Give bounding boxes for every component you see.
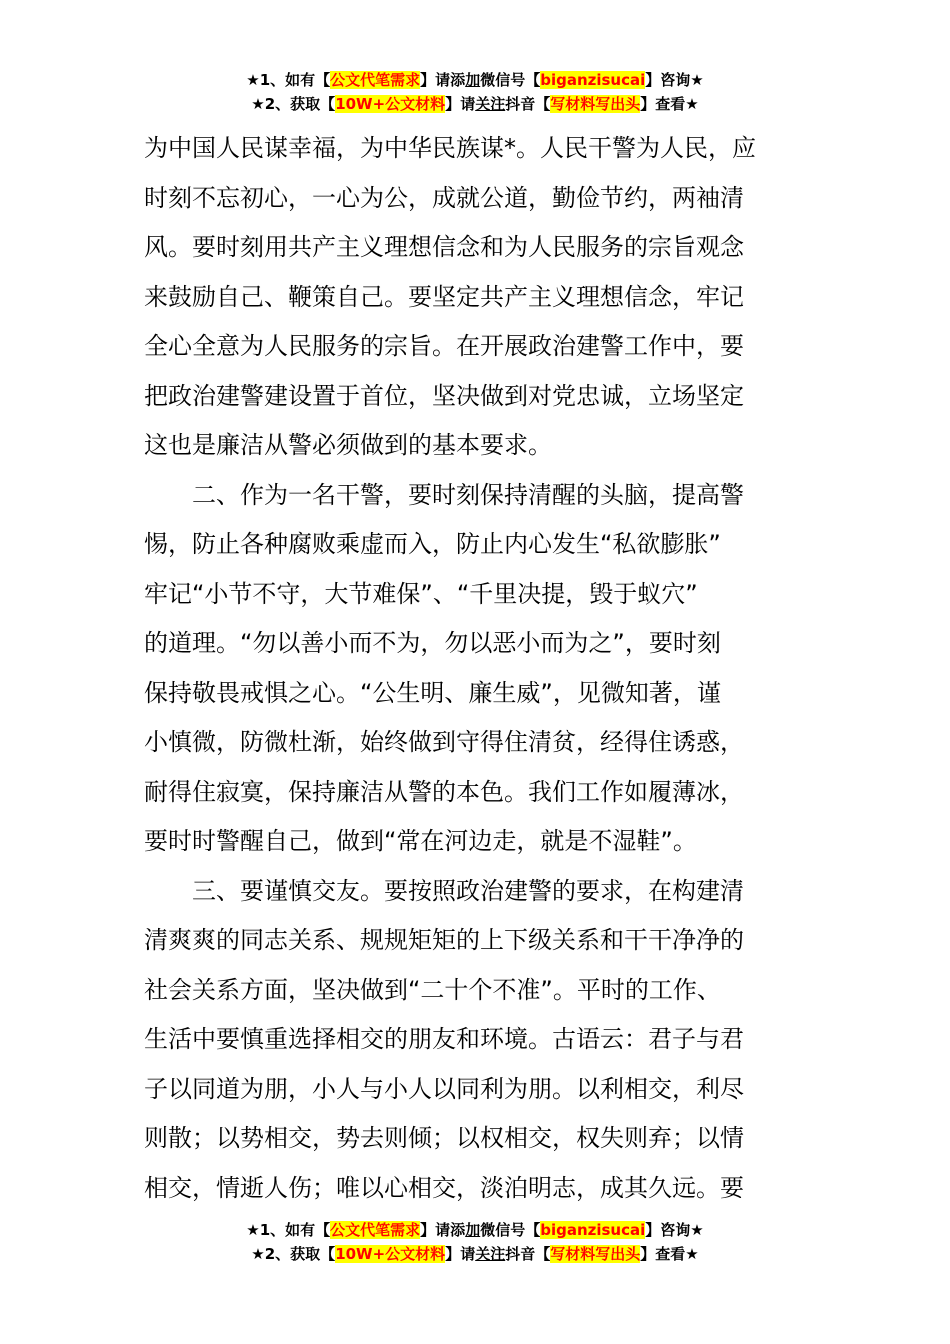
banner-line-2 — [0, 1242, 950, 1266]
banner-line-1 — [0, 68, 950, 92]
text-line: 惕，防止各种腐败乘虚而入，防止内心发生“私欲膨胀” — [144, 530, 721, 558]
banner-highlight: 10W+公文材料 — [335, 1245, 446, 1263]
banner-highlight: 公文代笔需求 — [330, 71, 421, 89]
paragraph-1 — [144, 124, 810, 471]
banner-line-2 — [0, 92, 950, 116]
text-line: 把政治建警建设置于首位，坚决做到对党忠诚，立场坚定 — [144, 381, 744, 410]
banner-text: 微信号【 — [480, 71, 541, 89]
banner-highlight: 写材料写出头 — [550, 1245, 641, 1263]
banner-text: 】请 — [445, 1245, 476, 1263]
text-line: 二、作为一名干警，要时刻保持清醒的头脑，提高警 — [192, 480, 744, 509]
banner-highlight: 写材料写出头 — [550, 95, 641, 113]
banner-text: 抖音【 — [505, 95, 551, 113]
banner-text: 抖音【 — [505, 1245, 551, 1263]
banner-text: 】请 — [445, 95, 476, 113]
banner-underline: 关注 — [475, 1245, 506, 1263]
text-line: 时刻不忘初心，一心为公，成就公道，勤俭节约，两袖清 — [144, 183, 744, 212]
banner-text: 】查看★ — [640, 1245, 699, 1263]
banner-text: ★1、如有【 — [246, 71, 331, 89]
text-line: 清爽爽的同志关系、规规矩矩的上下级关系和干干净净的 — [144, 926, 744, 954]
text-line: 风。要时刻用共产主义理想信念和为人民服务的宗旨观念 — [144, 233, 744, 261]
document-body — [144, 124, 810, 1213]
paragraph-2 — [144, 471, 810, 867]
banner-text: 】查看★ — [640, 95, 699, 113]
banner-highlight: 10W+公文材料 — [335, 95, 446, 113]
text-line: 保持敬畏戒惧之心。“公生明、廉生威”，见微知著，谨 — [144, 678, 721, 707]
text-line: 社会关系方面，坚决做到“二十个不准”。平时的工作、 — [144, 975, 721, 1004]
text-line: 生活中要慎重选择相交的朋友和环境。古语云：君子与君 — [144, 1025, 744, 1053]
header-banner — [0, 68, 950, 116]
banner-underline: 关注 — [475, 95, 506, 113]
banner-highlight: biganzisucai — [540, 71, 646, 89]
banner-text: 】请添 — [420, 71, 466, 89]
banner-line-1 — [0, 1218, 950, 1242]
banner-highlight: 公文代笔需求 — [330, 1221, 421, 1239]
text-line: 耐得住寂寞，保持廉洁从警的本色。我们工作如履薄冰， — [144, 777, 744, 806]
text-line: 来鼓励自己、鞭策自己。要坚定共产主义理想信念，牢记 — [144, 282, 744, 311]
text-line: 小慎微，防微杜渐，始终做到守得住清贫，经得住诱惑， — [144, 728, 744, 756]
banner-text: 】请添 — [420, 1221, 466, 1239]
banner-text: ★2、获取【 — [251, 1245, 336, 1263]
banner-underline: 加 — [465, 1221, 481, 1239]
banner-text: 】咨询★ — [645, 71, 704, 89]
paragraph-3 — [144, 867, 810, 1214]
banner-underline: 加 — [465, 71, 481, 89]
footer-banner — [0, 1218, 950, 1266]
banner-text: ★2、获取【 — [251, 95, 336, 113]
text-line: 的道理。“勿以善小而不为，勿以恶小而为之”，要时刻 — [144, 629, 721, 657]
banner-text: 微信号【 — [480, 1221, 541, 1239]
text-line: 三、要谨慎交友。要按照政治建警的要求，在构建清 — [192, 876, 744, 905]
banner-highlight: biganzisucai — [540, 1221, 646, 1239]
text-line: 这也是廉洁从警必须做到的基本要求。 — [144, 431, 552, 459]
text-line: 全心全意为人民服务的宗旨。在开展政治建警工作中，要 — [144, 332, 744, 360]
banner-text: 】咨询★ — [645, 1221, 704, 1239]
banner-text: ★1、如有【 — [246, 1221, 331, 1239]
text-line: 牢记“小节不守，大节难保”、“千里决提，毁于蚁穴” — [144, 579, 698, 608]
text-line: 相交，情逝人伤；唯以心相交，淡泊明志，成其久远。要 — [144, 1173, 744, 1202]
text-line: 则散；以势相交，势去则倾；以权相交，权失则弃；以情 — [144, 1124, 744, 1152]
text-line: 要时时警醒自己，做到“常在河边走，就是不湿鞋”。 — [144, 827, 697, 855]
text-line: 子以同道为朋，小人与小人以同利为朋。以利相交，利尽 — [144, 1074, 744, 1103]
text-line: 为中国人民谋幸福，为中华民族谋*。人民干警为人民，应 — [144, 134, 756, 162]
